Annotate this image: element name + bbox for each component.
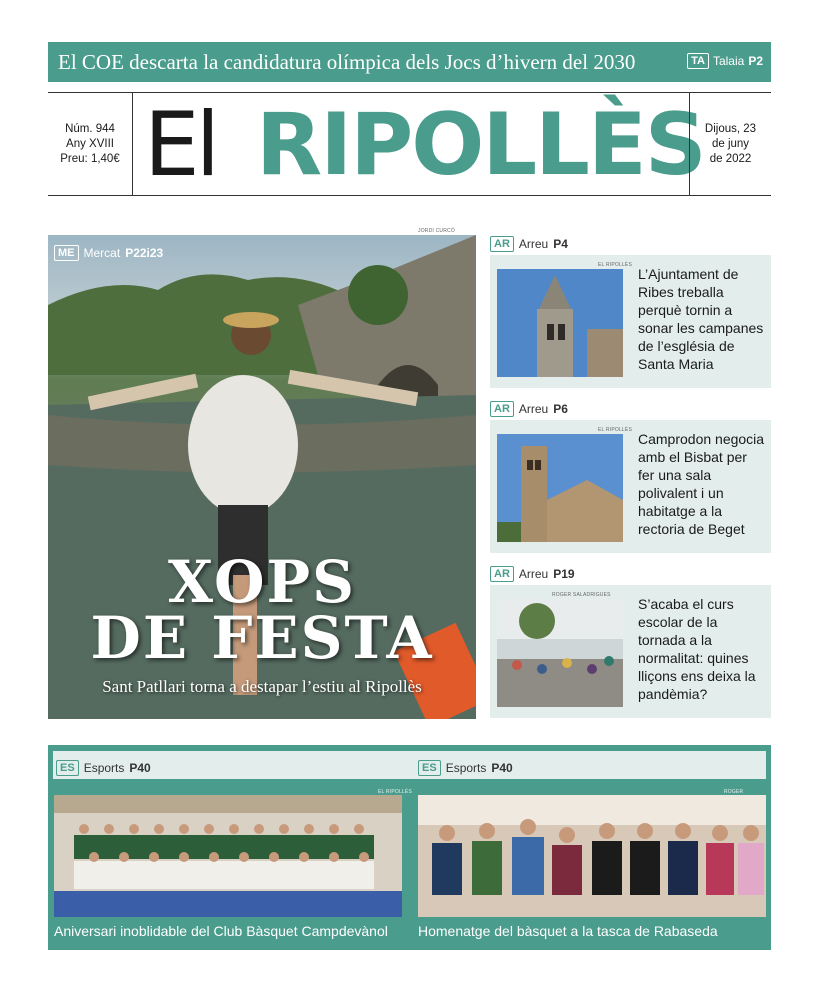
- issue-price: Preu: 1,40€: [60, 152, 120, 165]
- page-ref: P2: [748, 54, 763, 68]
- sports-tag-2[interactable]: [418, 760, 513, 776]
- side-story-text[interactable]: L’Ajuntament de Ribes treballa perquè tornin a sonar les campanes de l’església de Santa Maria: [638, 266, 764, 372]
- section-name: Esports: [445, 761, 487, 775]
- main-subtitle[interactable]: Sant Patllari torna a destapar l’estiu al Ripollès: [102, 677, 422, 696]
- side-story-2[interactable]: [490, 420, 771, 553]
- section-name: Mercat: [83, 246, 121, 260]
- main-section-label[interactable]: [54, 245, 163, 261]
- page-ref: P22i23: [125, 246, 164, 260]
- side-tag-2[interactable]: [490, 401, 568, 417]
- sports-caption-2[interactable]: Homenatge del bàsquet a la tasca de Rabaseda: [418, 923, 718, 939]
- section-name: Talaia: [712, 54, 745, 68]
- issue-number: Núm. 944: [65, 122, 115, 135]
- section-tag: AR: [490, 236, 514, 252]
- photo-credit: EL RIPOLLÈS: [598, 427, 632, 433]
- side-tag-1[interactable]: [490, 236, 568, 252]
- section-tag: ME: [54, 245, 79, 261]
- school-crowd-photo: [497, 599, 623, 707]
- photo-credit: EL RIPOLLÈS: [378, 789, 412, 795]
- page-ref: P4: [553, 237, 568, 251]
- page-ref: P6: [553, 402, 568, 416]
- sports-tag-bar: [53, 751, 766, 779]
- date-year: de 2022: [709, 152, 752, 165]
- logo-el: El: [144, 93, 217, 196]
- side-tag-3[interactable]: [490, 566, 575, 582]
- photo-credit: ROGER SALADRIGUES: [552, 592, 611, 598]
- side-story-1[interactable]: [490, 255, 771, 388]
- issue-date: [689, 93, 771, 195]
- church-photo: [497, 434, 623, 542]
- tribute-photo[interactable]: [418, 795, 766, 917]
- masthead: [48, 92, 771, 196]
- section-tag: TA: [687, 53, 709, 69]
- issue-info: [48, 93, 133, 195]
- issue-year: Any XVIII: [66, 137, 114, 150]
- top-headline[interactable]: El COE descarta la candidatura olímpica dels Jocs d’hivern del 2030: [58, 50, 636, 74]
- page-ref: P19: [553, 567, 575, 581]
- sports-caption-1[interactable]: Aniversari inoblidable del Club Bàsquet Campdevànol: [54, 923, 388, 939]
- main-story[interactable]: [48, 235, 476, 719]
- section-name: Arreu: [518, 402, 549, 416]
- date-day: Dijous, 23: [704, 122, 757, 135]
- top-banner[interactable]: [48, 42, 771, 82]
- photo-credit: JORDI CURCÓ: [418, 228, 455, 234]
- sports-tag-1[interactable]: [56, 760, 151, 776]
- section-tag: ES: [56, 760, 79, 776]
- page-ref: P40: [491, 761, 513, 775]
- side-story-3[interactable]: [490, 585, 771, 718]
- newspaper-logo[interactable]: [144, 93, 705, 196]
- section-tag: AR: [490, 566, 514, 582]
- top-section-label[interactable]: [687, 53, 763, 69]
- main-title-line2[interactable]: DE FESTA: [90, 604, 434, 672]
- photo-credit: ROGER: [724, 789, 744, 795]
- side-story-text[interactable]: Camprodon negocia amb el Bisbat per fer una sala polivalent i un habitatge a la rectoria de Beget: [638, 431, 765, 537]
- side-story-text[interactable]: S’acaba el curs escolar de la tornada a la normalitat: quines lliçons ens deixa la pandèmia?: [638, 596, 756, 702]
- section-name: Esports: [83, 761, 125, 775]
- date-month: de juny: [711, 137, 750, 150]
- section-tag: ES: [418, 760, 441, 776]
- bell-tower-photo: [497, 269, 623, 377]
- main-title-line1[interactable]: XOPS: [167, 548, 356, 616]
- page-ref: P40: [129, 761, 151, 775]
- section-tag: AR: [490, 401, 514, 417]
- team-photo[interactable]: [54, 795, 402, 917]
- sports-section: [48, 745, 771, 950]
- logo-name: RIPOLLÈS: [256, 95, 705, 195]
- section-name: Arreu: [518, 237, 549, 251]
- photo-credit: EL RIPOLLÈS: [598, 262, 632, 268]
- section-name: Arreu: [518, 567, 549, 581]
